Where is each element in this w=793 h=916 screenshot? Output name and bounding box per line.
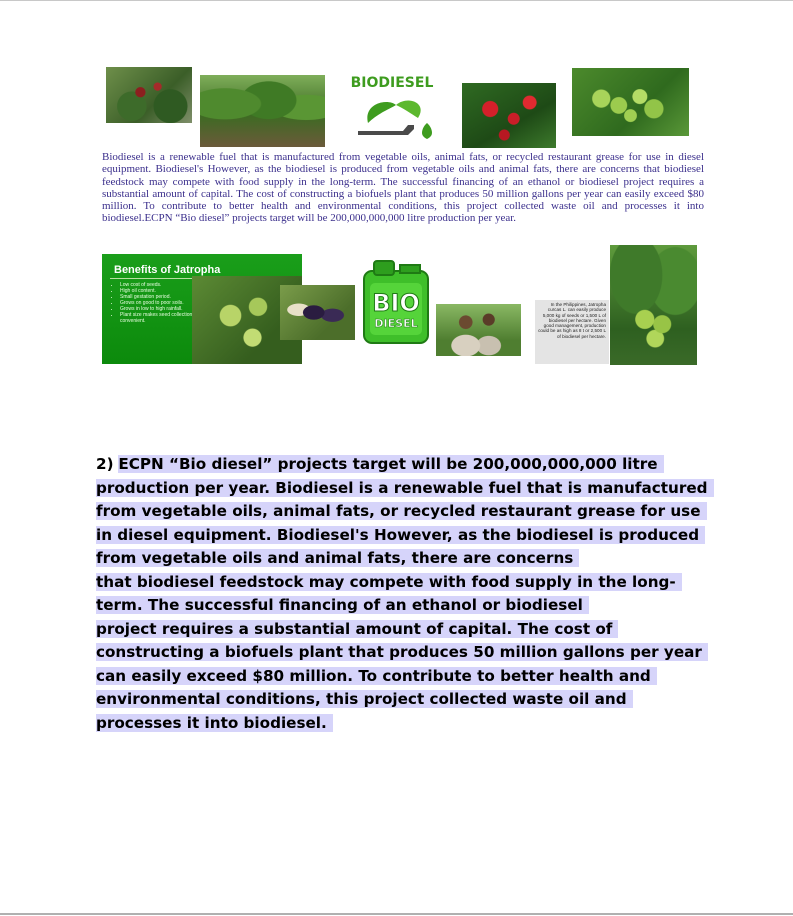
highlighted-line: processes it into biodiesel. bbox=[96, 712, 716, 736]
benefit-item: • Plant size makes seed collection convenient. bbox=[120, 312, 202, 324]
benefits-title: Benefits of Jatropha bbox=[114, 264, 221, 276]
benefit-item: • Low cost of seeds. bbox=[120, 282, 202, 288]
highlighted-line: term. The successful financing of an ethanol or biodiesel bbox=[96, 594, 716, 618]
benefit-item: • Grows on good to poor soils. bbox=[120, 300, 202, 306]
intro-paragraph: Biodiesel is a renewable fuel that is manufactured from vegetable oils, animal fats, or recycled restaurant grease for use in diesel equipment. Biodiesel's However, as the biodiesel is produced from vegetable oils and animal fats, there are concerns that biodiesel feedstock may compete with food supply in the long-term. The successful financing of an ethanol or biodiesel project requires a substantial amount of capital. The cost of constructing a biofuels plant that produces 50 million gallons per year can easily exceed $80 million. To contribute to better health and environmental conditions, this project collected waste oil and processes it into biodiesel.ECPN “Bio diesel” projects target will be 200,000,000,000 litre production per year. bbox=[102, 151, 704, 225]
jatropha-flowers-image bbox=[462, 83, 556, 148]
benefit-item: • Grows in low to high rainfall. bbox=[120, 306, 202, 312]
highlighted-line: constructing a biofuels plant that produces 50 million gallons per year bbox=[96, 641, 716, 665]
highlighted-line: from vegetable oils and animal fats, there are concerns bbox=[96, 547, 716, 571]
farmers-image bbox=[436, 304, 521, 356]
bio-can-line1: BIO bbox=[372, 289, 420, 317]
jatropha-plant-fruits-image bbox=[610, 245, 697, 365]
biodiesel-logo-text: BIODIESEL bbox=[350, 75, 434, 91]
top-border bbox=[0, 0, 793, 1]
benefits-of-jatropha-panel bbox=[102, 254, 302, 364]
bio-diesel-can-icon bbox=[356, 259, 436, 347]
highlighted-line: production per year. Biodiesel is a renewable fuel that is manufactured bbox=[96, 477, 716, 501]
highlighted-line: environmental conditions, this project collected waste oil and bbox=[96, 688, 716, 712]
highlighted-line: can easily exceed $80 million. To contribute to better health and bbox=[96, 665, 716, 689]
jatropha-fruit-cluster-image bbox=[572, 68, 689, 136]
highlighted-line: 2) ECPN “Bio diesel” projects target will be 200,000,000,000 litre bbox=[96, 453, 716, 477]
benefits-list bbox=[108, 282, 202, 324]
highlighted-line: that biodiesel feedstock may compete with food supply in the long- bbox=[96, 571, 716, 595]
highlighted-line: in diesel equipment. Biodiesel's However, as the biodiesel is produced bbox=[96, 524, 716, 548]
item-number: 2) bbox=[96, 455, 114, 473]
benefit-item: • High oil content. bbox=[120, 288, 202, 294]
highlighted-text-block[interactable] bbox=[96, 453, 716, 735]
jatropha-field-image bbox=[200, 75, 325, 147]
highlighted-line: project requires a substantial amount of capital. The cost of bbox=[96, 618, 716, 642]
bio-can-line2: DIESEL bbox=[374, 317, 418, 330]
jatropha-plant-image bbox=[106, 67, 192, 123]
highlighted-line: from vegetable oils, animal fats, or recycled restaurant grease for use bbox=[96, 500, 716, 524]
philippines-note: In the Philippines, Jatropha curcas L. can easily produce 5,000 kg of seeds or 1,500 L of biodiesel per hectare. Given good management, production could be as high as 8 t or 2,500 L of biodiesel per hectare. bbox=[535, 300, 609, 364]
benefit-item: • Small gestation period. bbox=[120, 294, 202, 300]
fuel-nozzle-leaf-icon bbox=[348, 93, 438, 148]
jatropha-seeds-image bbox=[280, 285, 355, 340]
biodiesel-logo bbox=[342, 75, 442, 150]
bottom-border bbox=[0, 913, 793, 915]
